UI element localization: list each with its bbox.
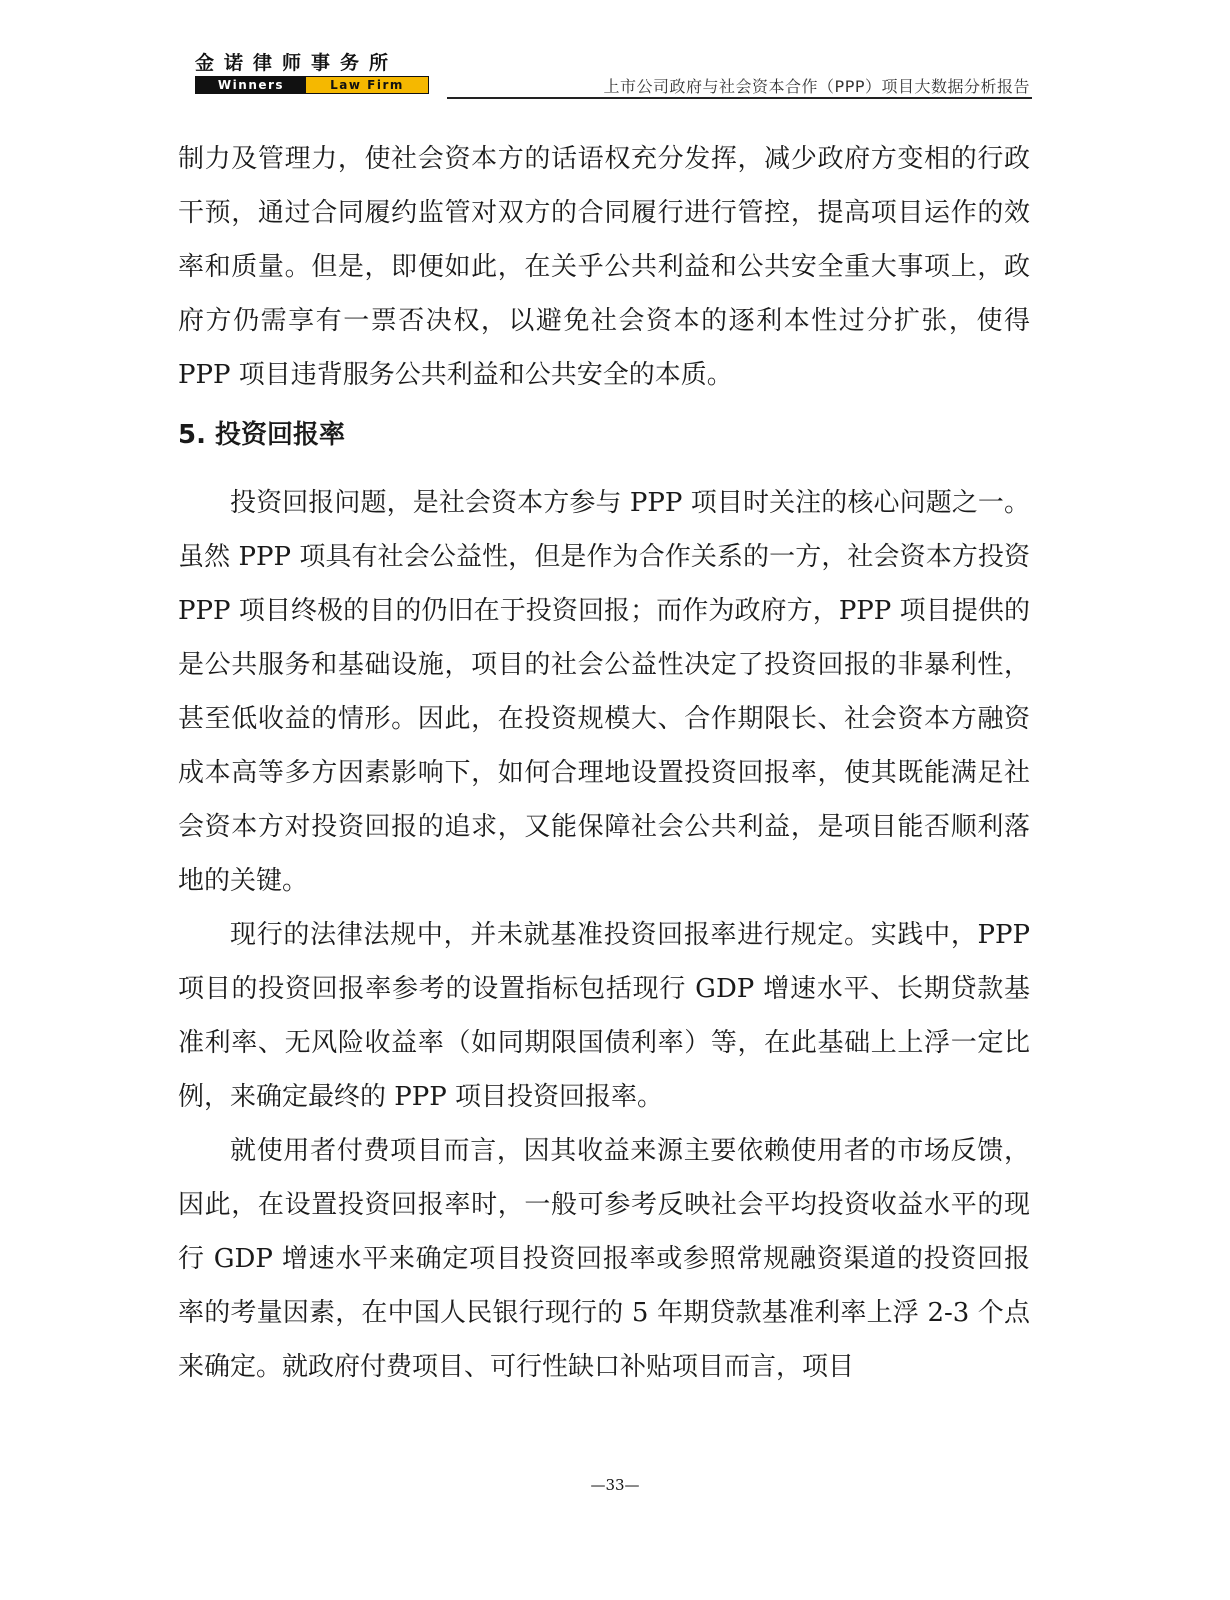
paragraph: 现行的法律法规中，并未就基准投资回报率进行规定。实践中，PPP 项目的投资回报率参考的设置指标包括现行 GDP 增速水平、长期贷款基准利率、无风险收益率（如同期限国债利率）等，在此基础上上浮一定比例，来确定最终的 PPP 项目投资回报率。 bbox=[178, 920, 1030, 1112]
section-heading: 5. 投资回报率 bbox=[178, 420, 346, 450]
firm-name-en-bar bbox=[195, 76, 429, 94]
paragraph-continued: 制力及管理力，使社会资本方的话语权充分发挥，减少政府方变相的行政干预，通过合同履约监管对双方的合同履行进行管控，提高项目运作的效率和质量。但是，即便如此，在关乎公共利益和公共安全重大事项上，政府方仍需享有一票否决权，以避免社会资本的逐利本性过分扩张，使得 PPP 项目违背服务公共利益和公共安全的本质。 bbox=[178, 144, 1030, 390]
header-divider bbox=[447, 97, 1032, 99]
firm-name-en-left: Winners bbox=[196, 77, 306, 93]
firm-logo bbox=[195, 52, 429, 94]
firm-name-cn: 金诺律师事务所 bbox=[195, 52, 399, 74]
firm-name-en-right: Law Firm bbox=[306, 77, 428, 93]
paragraph: 就使用者付费项目而言，因其收益来源主要依赖使用者的市场反馈，因此，在设置投资回报率时，一般可参考反映社会平均投资收益水平的现行 GDP 增速水平来确定项目投资回报率或参照常规融资渠道的投资回报率的考量因素，在中国人民银行现行的 5 年期贷款基准利率上浮 2-3 个点来确定。就政府付费项目、可行性缺口补贴项目而言，项目 bbox=[178, 1136, 1030, 1382]
paragraph: 投资回报问题，是社会资本方参与 PPP 项目时关注的核心问题之一。虽然 PPP 项具有社会公益性，但是作为合作关系的一方，社会资本方投资 PPP 项目终极的目的仍旧在于投资回报；而作为政府方，PPP 项目提供的是公共服务和基础设施，项目的社会公益性决定了投资回报的非暴利性，甚至低收益的情形。因此，在投资规模大、合作期限长、社会资本方融资成本高等多方因素影响下，如何合理地设置投资回报率，使其既能满足社会资本方对投资回报的追求，又能保障社会公共利益，是项目能否顺利落地的关键。 bbox=[178, 488, 1030, 896]
page-header bbox=[0, 0, 1230, 100]
page-body bbox=[178, 132, 1030, 1394]
report-title: 上市公司政府与社会资本合作（PPP）项目大数据分析报告 bbox=[603, 77, 1030, 96]
page-number: —33— bbox=[590, 1476, 640, 1494]
